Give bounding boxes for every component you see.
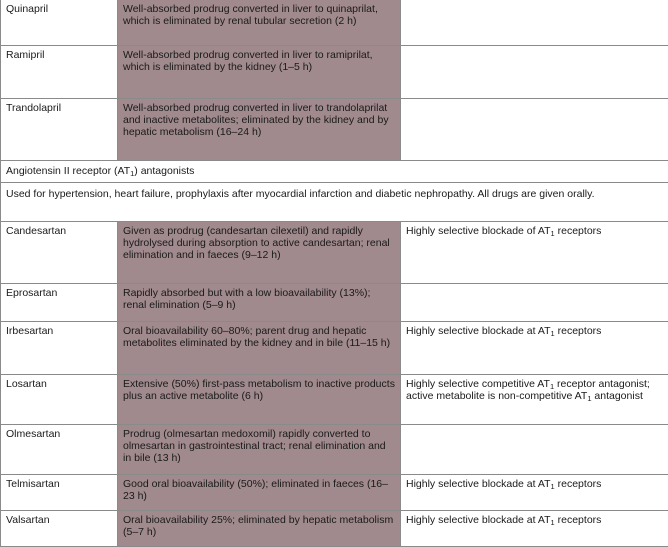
notes	[401, 45, 668, 98]
pharmacokinetics: Well-absorbed prodrug converted in liver to trandolaprilat and inactive metabolites; eliminated by the kidney and by hepatic metabolism (16–24 h)	[118, 98, 401, 160]
table-row	[1, 45, 668, 98]
drug-name: Ramipril	[1, 45, 118, 98]
notes	[401, 0, 668, 45]
pharmacokinetics: Rapidly absorbed but with a low bioavailability (13%); renal elimination (5–9 h)	[118, 283, 401, 321]
table-row	[1, 424, 668, 474]
notes: Highly selective blockade of $AT_1$ receptors	[401, 221, 668, 283]
table-row	[1, 0, 668, 45]
section-usage-row	[1, 182, 668, 221]
notes: Highly selective blockade at $AT_1$ receptors	[401, 510, 668, 546]
pharmacokinetics: Well-absorbed prodrug converted in liver to quinaprilat, which is eliminated by renal tubular secretion (2 h)	[118, 0, 401, 45]
pharmacokinetics: Extensive (50%) first-pass metabolism to inactive products plus an active metabolite (6 h)	[118, 374, 401, 424]
section-heading-row	[1, 160, 668, 182]
table-row	[1, 510, 668, 546]
drug-name: Eprosartan	[1, 283, 118, 321]
notes: Highly selective blockade at $AT_1$ receptors	[401, 321, 668, 374]
pharmacokinetics: Prodrug (olmesartan medoxomil) rapidly converted to olmesartan in gastrointestinal tract; renal elimination and in bile (13 h)	[118, 424, 401, 474]
drug-name: Olmesartan	[1, 424, 118, 474]
pharmacokinetics: Well-absorbed prodrug converted in liver to ramiprilat, which is eliminated by the kidney (1–5 h)	[118, 45, 401, 98]
notes: Highly selective competitive $AT_1$ receptor antagonist; active metabolite is non-competitive $AT_1$ antagonist	[401, 374, 668, 424]
drug-name: Losartan	[1, 374, 118, 424]
notes	[401, 424, 668, 474]
notes	[401, 98, 668, 160]
drug-name: Irbesartan	[1, 321, 118, 374]
drug-name: Trandolapril	[1, 98, 118, 160]
drug-name: Valsartan	[1, 510, 118, 546]
table-row	[1, 283, 668, 321]
pharmacokinetics: Good oral bioavailability (50%); eliminated in faeces (16–23 h)	[118, 474, 401, 510]
table-row	[1, 98, 668, 160]
table-row	[1, 321, 668, 374]
table-row	[1, 374, 668, 424]
pharmacokinetics: Given as prodrug (candesartan cilexetil) and rapidly hydrolysed during absorption to active candesartan; renal elimination and in faeces (9–12 h)	[118, 221, 401, 283]
table-row	[1, 474, 668, 510]
notes: Highly selective blockade at $AT_1$ receptors	[401, 474, 668, 510]
notes	[401, 283, 668, 321]
section-heading: Angiotensin II receptor $(AT_1)$ antagonists	[1, 160, 668, 182]
pharmacokinetics: Oral bioavailability 60–80%; parent drug and hepatic metabolites eliminated by the kidney and in bile (11–15 h)	[118, 321, 401, 374]
section-usage: Used for hypertension, heart failure, prophylaxis after myocardial infarction and diabetic nephropathy. All drugs are given orally.	[1, 182, 668, 221]
drug-name: Candesartan	[1, 221, 118, 283]
table-row	[1, 221, 668, 283]
drug-name: Telmisartan	[1, 474, 118, 510]
pharmacokinetics: Oral bioavailability 25%; eliminated by hepatic metabolism (5–7 h)	[118, 510, 401, 546]
drug-name: Quinapril	[1, 0, 118, 45]
